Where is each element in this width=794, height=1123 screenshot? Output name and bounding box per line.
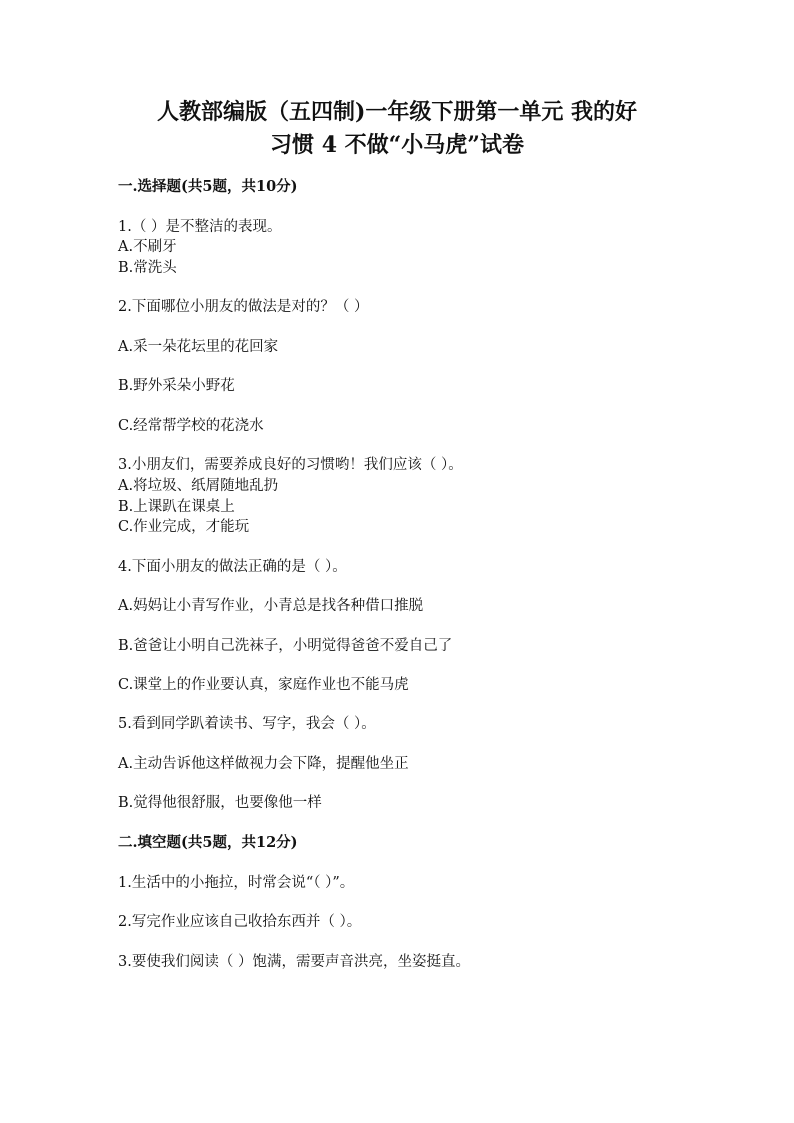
question-option: A.将垃圾、纸屑随地乱扔 <box>118 478 279 494</box>
question-stem: 3.小朋友们，需要养成良好的习惯哟！我们应该（ ）。 <box>118 457 463 473</box>
question-option: C.经常帮学校的花浇水 <box>118 418 264 434</box>
section-heading: 二.填空题(共5题，共12分) <box>118 834 298 851</box>
question-stem: 5.看到同学趴着读书、写字，我会（ ）。 <box>118 716 376 732</box>
question-option: A.妈妈让小青写作业，小青总是找各种借口推脱 <box>118 598 424 614</box>
fill-question: 3.要使我们阅读（ ）饱满，需要声音洪亮，坐姿挺直。 <box>118 954 470 970</box>
fill-question: 2.写完作业应该自己收拾东西并（ ）。 <box>118 914 362 930</box>
section-heading: 一.选择题(共5题，共10分) <box>118 178 298 195</box>
title-line-2: 习惯 4 不做“小马虎”试卷 <box>270 132 524 158</box>
question-option: B.爸爸让小明自己洗袜子，小明觉得爸爸不爱自己了 <box>118 638 453 654</box>
question-option: A.不刷牙 <box>118 239 177 255</box>
question-stem: 4.下面小朋友的做法正确的是（ ）。 <box>118 559 347 575</box>
question-option: C.作业完成，才能玩 <box>118 519 250 535</box>
question-option: C.课堂上的作业要认真，家庭作业也不能马虎 <box>118 677 409 693</box>
question-option: A.采一朵花坛里的花回家 <box>118 339 279 355</box>
question-option: B.上课趴在课桌上 <box>118 499 235 515</box>
question-option: B.觉得他很舒服，也要像他一样 <box>118 795 322 811</box>
fill-question: 1.生活中的小拖拉，时常会说“（ ）”。 <box>118 875 355 891</box>
question-stem: 2.下面哪位小朋友的做法是对的？（ ） <box>118 299 369 315</box>
question-option: A.主动告诉他这样做视力会下降，提醒他坐正 <box>118 756 409 772</box>
question-option: B.常洗头 <box>118 260 177 276</box>
question-option: B.野外采朵小野花 <box>118 378 235 394</box>
question-stem: 1.（ ）是不整洁的表现。 <box>118 219 282 235</box>
title-line-1: 人教部编版（五四制)一年级下册第一单元 我的好 <box>156 99 638 125</box>
